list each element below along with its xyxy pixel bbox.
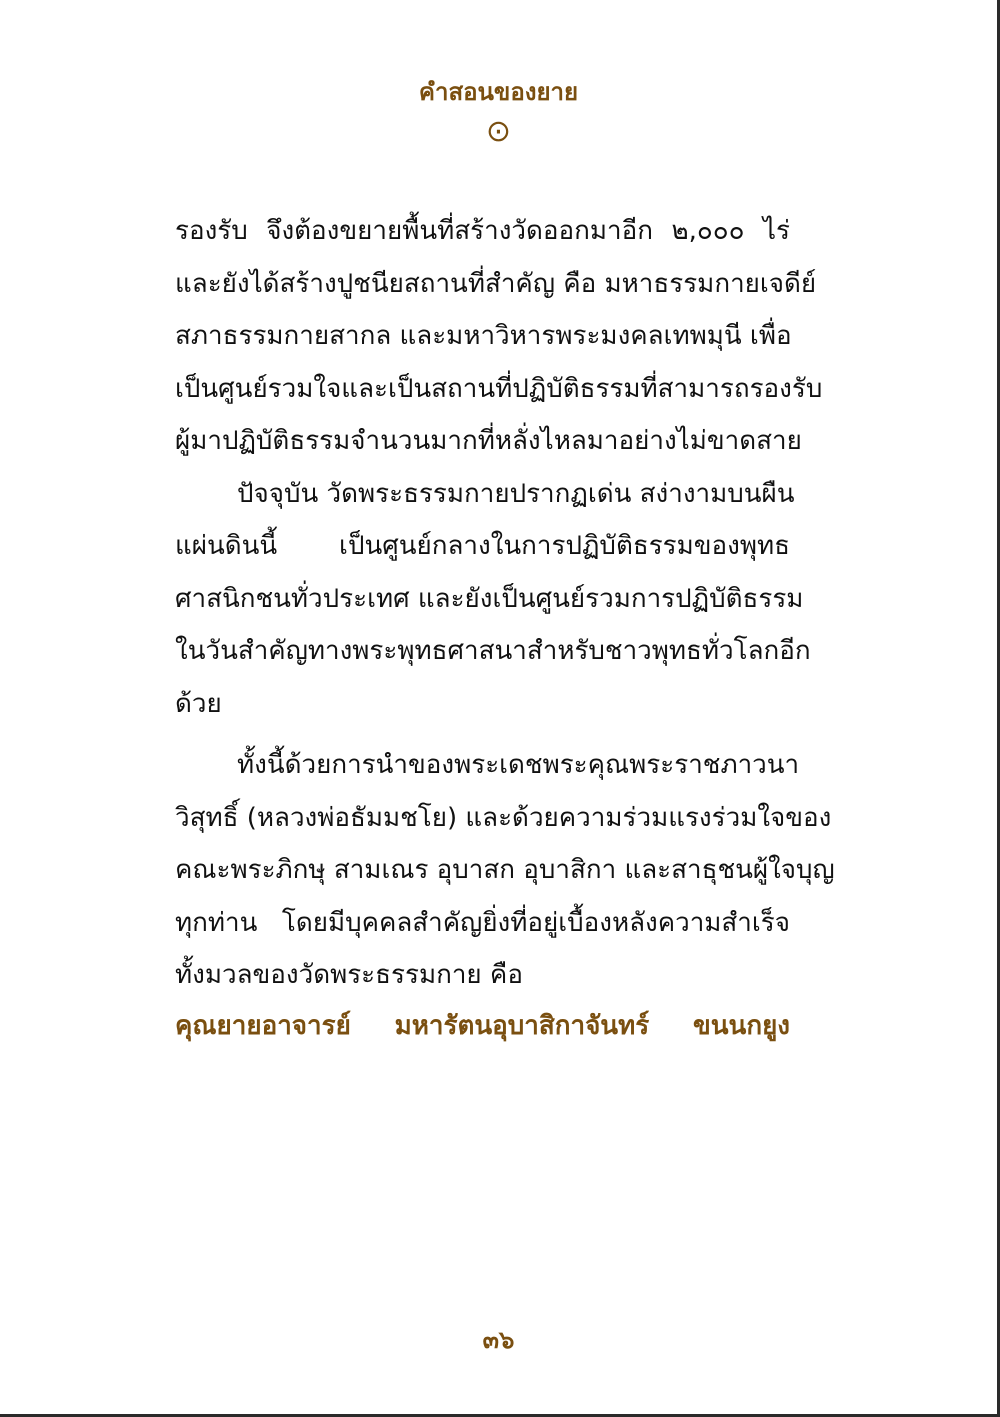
text-line: คณะพระภิกษุ สามเณร อุบาสก อุบาสิกา และสาธุชนผู้ใจบุญ: [175, 855, 835, 885]
page-number: ๓๖: [482, 1325, 515, 1354]
emphasized-name-line: คุณยายอาจารย์ มหารัตนอุบาสิกาจันทร์ ขนนกยูง: [175, 1011, 790, 1041]
text-line: วิสุทธิ์ (หลวงพ่อธัมมชโย) และด้วยความร่วมแรงร่วมใจของ: [175, 802, 832, 833]
text-line: ทั้งนี้ด้วยการนำของพระเดชพระคุณพระราชภาวนา: [237, 750, 800, 780]
text-line: รองรับ จึงต้องขยายพื้นที่สร้างวัดออกมาอีก ๒,๐๐๐ ไร่: [175, 216, 790, 246]
text-line: ผู้มาปฏิบัติธรรมจำนวนมากที่หลั่งไหลมาอย่างไม่ขาดสาย: [175, 426, 802, 456]
ornament-circle-icon: ⊙: [485, 114, 512, 149]
paragraph-gap: [175, 730, 790, 739]
text-line: ศาสนิกชนทั่วประเทศ และยังเป็นศูนย์รวมการปฏิบัติธรรม: [175, 583, 804, 614]
text-line: ปัจจุบัน วัดพระธรรมกายปรากฏเด่น สง่างามบนผืน: [237, 478, 795, 509]
text-line: ทั้งมวลของวัดพระธรรมกาย คือ: [175, 960, 523, 990]
text-line: สภาธรรมกายสากล และมหาวิหารพระมงคลเทพมุนี เพื่อ: [175, 321, 792, 351]
running-title: คำสอนของยาย: [418, 77, 579, 106]
text-line: ในวันสำคัญทางพระพุทธศาสนาสำหรับชาวพุทธทั่วโลกอีก: [175, 636, 811, 666]
text-line: และยังได้สร้างปูชนียสถานที่สำคัญ คือ มหาธรรมกายเจดีย์: [175, 268, 817, 299]
text-line: ทุกท่าน โดยมีบุคคลสำคัญยิ่งที่อยู่เบื้องหลังความสำเร็จ: [175, 907, 790, 938]
text-line: เป็นศูนย์รวมใจและเป็นสถานที่ปฏิบัติธรรมที่สามารถรองรับ: [175, 373, 823, 404]
text-line: ด้วย: [175, 688, 222, 719]
text-line: แผ่นดินนี้ เป็นศูนย์กลางในการปฏิบัติธรรมของพุทธ: [175, 531, 790, 561]
body-text: [175, 205, 835, 1002]
